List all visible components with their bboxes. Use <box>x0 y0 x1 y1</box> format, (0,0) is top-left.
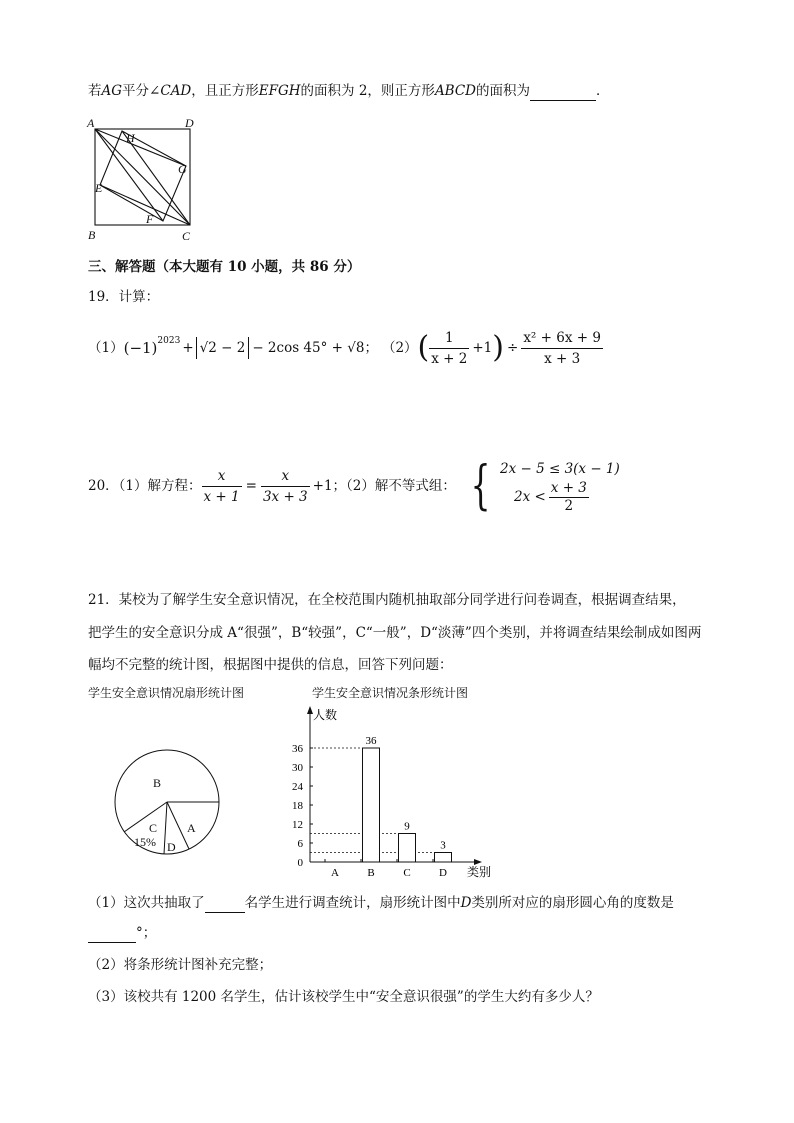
q21-sub1-cont: °； <box>88 924 156 943</box>
x-tick-label: C <box>403 867 411 879</box>
pie-label-c: C <box>149 821 158 835</box>
x-tick-label: D <box>439 867 447 879</box>
q21-line2: 把学生的安全意识分成 A“很强”，B“较强”，C“一般”，D“淡薄”四个类别，并将调查结果绘制成如图两 <box>88 625 702 641</box>
brace: { <box>470 456 491 516</box>
bar-C <box>399 834 416 863</box>
bar-D <box>435 853 452 863</box>
y-tick-label: 12 <box>292 819 303 831</box>
q18-text: 若AG平分∠CAD，且正方形EFGH的面积为 2，则正方形ABCD的面积为 ． <box>88 83 610 99</box>
y-tick-label: 6 <box>297 838 303 850</box>
answer-blank-21-1[interactable] <box>205 894 245 913</box>
label-b: B <box>88 228 96 242</box>
x-tick-label: A <box>331 867 339 879</box>
q19-p1-exp: 2023 <box>157 336 181 346</box>
y-tick-label: 24 <box>292 781 303 793</box>
q21-sub3: （3）该校共有 1200 名学生，估计该校学生中“安全意识很强”的学生大约有多少人？ <box>88 989 599 1005</box>
q21-line3: 幅均不完整的统计图，根据图中提供的信息，回答下列问题： <box>88 657 453 673</box>
answer-blank-18[interactable] <box>530 82 596 101</box>
bar-data-label: 36 <box>365 735 377 747</box>
label-d: D <box>185 116 194 130</box>
label-f: F <box>146 212 154 226</box>
q19-title: 19．计算： <box>88 289 160 305</box>
x-tick-label: B <box>367 867 375 879</box>
label-h: H <box>126 131 135 145</box>
y-tick-label: 30 <box>292 762 303 774</box>
y-tick-label: 36 <box>292 743 303 755</box>
pie-label-b: B <box>153 776 162 790</box>
label-a: A <box>87 116 95 130</box>
pie-label-a: A <box>187 821 196 835</box>
section-heading: 三、解答题（本大题有 10 小题，共 86 分） <box>88 259 361 275</box>
pie-label-d: D <box>167 840 176 854</box>
label-c: C <box>182 229 191 243</box>
pie-divider-cb <box>124 802 167 832</box>
q20-expressions: 20．（1）解方程： $\frac{x}{x + 1}$ = $\frac{x}{3x + 3}$ +1 ；（2）解不等式组： { 2x − 5 ≤ 3(x − 1) 2x < $\frac{x + 3}{2}$ <box>88 456 620 516</box>
bar-B <box>363 748 380 862</box>
pie-value-c: 15% <box>134 835 156 849</box>
x-axis-title: 类别 <box>467 865 492 879</box>
y-axis-title: 人数 <box>313 708 338 722</box>
q21-sub2: （2）将条形统计图补充完整； <box>88 957 273 973</box>
bar-data-label: 9 <box>404 820 410 833</box>
label-e: E <box>95 181 103 195</box>
pie-chart-title: 学生安全意识情况扇形统计图 <box>88 686 245 700</box>
segment-ec <box>100 185 190 225</box>
q21-sub1: （1）这次共抽取了 名学生进行调查统计，扇形统计图中D类别所对应的扇形圆心角的度数是 <box>88 895 674 911</box>
label-g: G <box>178 162 187 176</box>
ineq-1: 2x − 5 ≤ 3(x − 1) <box>499 460 620 477</box>
answer-blank-21-2[interactable] <box>88 924 136 943</box>
q19-expressions: （1） (−1) $^{2023}$ + √2 − 2 − 2cos 45° + √8 ； （2） ( $\frac{1}{x + 2}$ +1 ) ÷ $\frac{\text{x² + 6x + 9}}{x + 3}$ <box>88 329 601 367</box>
diagonal-ac <box>95 129 190 225</box>
square-figure <box>84 115 208 245</box>
y-tick-label: 18 <box>292 800 303 812</box>
bar-chart <box>280 702 505 882</box>
q19-p1-base: (−1) <box>123 339 158 357</box>
bar-chart-title: 学生安全意识情况条形统计图 <box>312 686 469 700</box>
q19-abs: √2 − 2 <box>196 337 250 359</box>
pie-chart <box>105 740 230 865</box>
bar-data-label: 3 <box>440 839 446 852</box>
q21-line1: 21．某校为了解学生安全意识情况，在全校范围内随机抽取部分同学进行问卷调查，根据调查结果， <box>88 592 686 608</box>
y-tick-label: 0 <box>297 857 303 869</box>
